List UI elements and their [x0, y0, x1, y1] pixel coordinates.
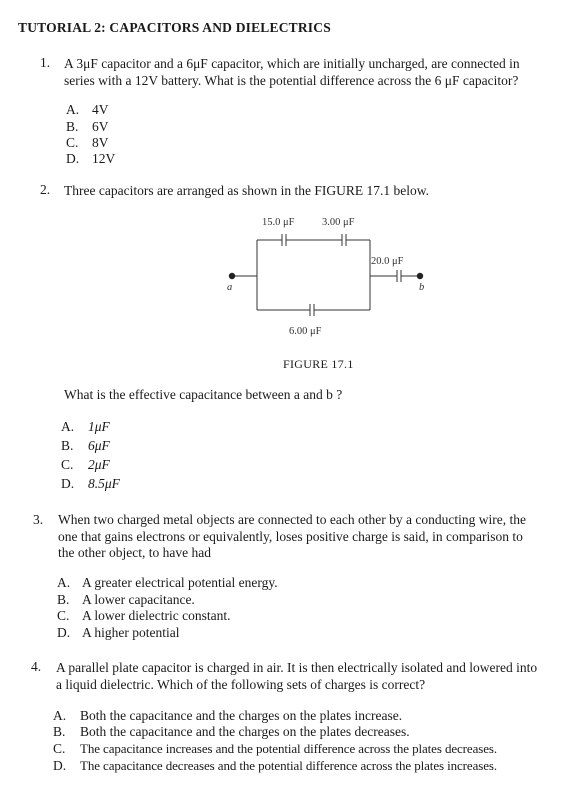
question-1-number: 1.	[40, 55, 51, 70]
label-3uf: 3.00 μF	[322, 217, 355, 228]
question-3-line-3: the other object, to have had	[58, 545, 211, 560]
question-2-text	[64, 182, 429, 199]
question-4-line-1: A parallel plate capacitor is charged in air. It is then electrically isolated and lowered into	[56, 660, 538, 675]
question-3-option-d: D. A higher potential	[57, 625, 180, 640]
question-3-option-c: C. A lower dielectric constant.	[57, 608, 231, 623]
question-1-line-2: series with a 12V battery. What is the potential difference across the 6 μF capacitor?	[64, 73, 519, 88]
question-4-option-a: A. Both the capacitance and the charges on the plates increase.	[53, 708, 403, 723]
question-3-line-1: When two charged metal objects are connected to each other by a conducting wire, the	[58, 512, 526, 527]
terminal-a-dot	[229, 273, 235, 279]
question-2-line-1: Three capacitors are arranged as shown in the FIGURE 17.1 below.	[64, 183, 430, 198]
question-2-number: 2.	[40, 182, 51, 197]
question-2-option-d: D. 8.5μF	[61, 476, 120, 491]
question-1-line-1: A 3μF capacitor and a 6μF capacitor, which are initially uncharged, are connected in	[64, 56, 520, 71]
question-2-option-c: C. 2μF	[61, 457, 110, 472]
label-20uf: 20.0 μF	[371, 256, 404, 267]
question-4-option-c: C. The capacitance increases and the potential difference across the plates decreases.	[53, 741, 497, 756]
question-1-text	[64, 55, 520, 89]
question-1-option-a: A. 4V	[66, 102, 109, 117]
label-terminal-b: b	[419, 282, 425, 293]
question-3-number: 3.	[33, 512, 44, 527]
question-4-number: 4.	[31, 659, 42, 674]
question-1-option-c: C. 8V	[66, 135, 109, 150]
page-title: TUTORIAL 2: CAPACITORS AND DIELECTRICS	[18, 20, 331, 35]
question-4-option-b: B. Both the capacitance and the charges on the plates decreases.	[53, 724, 410, 739]
label-6uf: 6.00 μF	[289, 326, 322, 337]
question-3-text	[58, 512, 526, 562]
terminal-b-dot	[417, 273, 423, 279]
question-4-line-2: a liquid dielectric. Which of the following sets of charges is correct?	[56, 677, 426, 692]
question-2-followup: What is the effective capacitance between a and b ?	[64, 387, 343, 402]
label-terminal-a: a	[227, 282, 233, 293]
figure-caption: FIGURE 17.1	[283, 357, 354, 371]
question-2-option-a: A. 1μF	[61, 419, 110, 434]
circuit-diagram	[222, 210, 442, 340]
question-1-option-b: B. 6V	[66, 119, 109, 134]
question-3-line-2: one that gains electrons or equivalently, loses positive charge is said, in comparison to	[58, 528, 523, 544]
question-4-text	[56, 659, 537, 693]
question-1-option-d: D. 12V	[66, 151, 116, 166]
label-15uf: 15.0 μF	[262, 217, 295, 228]
question-3-option-a: A. A greater electrical potential energy.	[57, 575, 278, 590]
question-2-option-b: B. 6μF	[61, 438, 110, 453]
question-3-option-b: B. A lower capacitance.	[57, 592, 195, 607]
question-4-option-d: D. The capacitance decreases and the potential difference across the plates increases.	[53, 758, 497, 773]
